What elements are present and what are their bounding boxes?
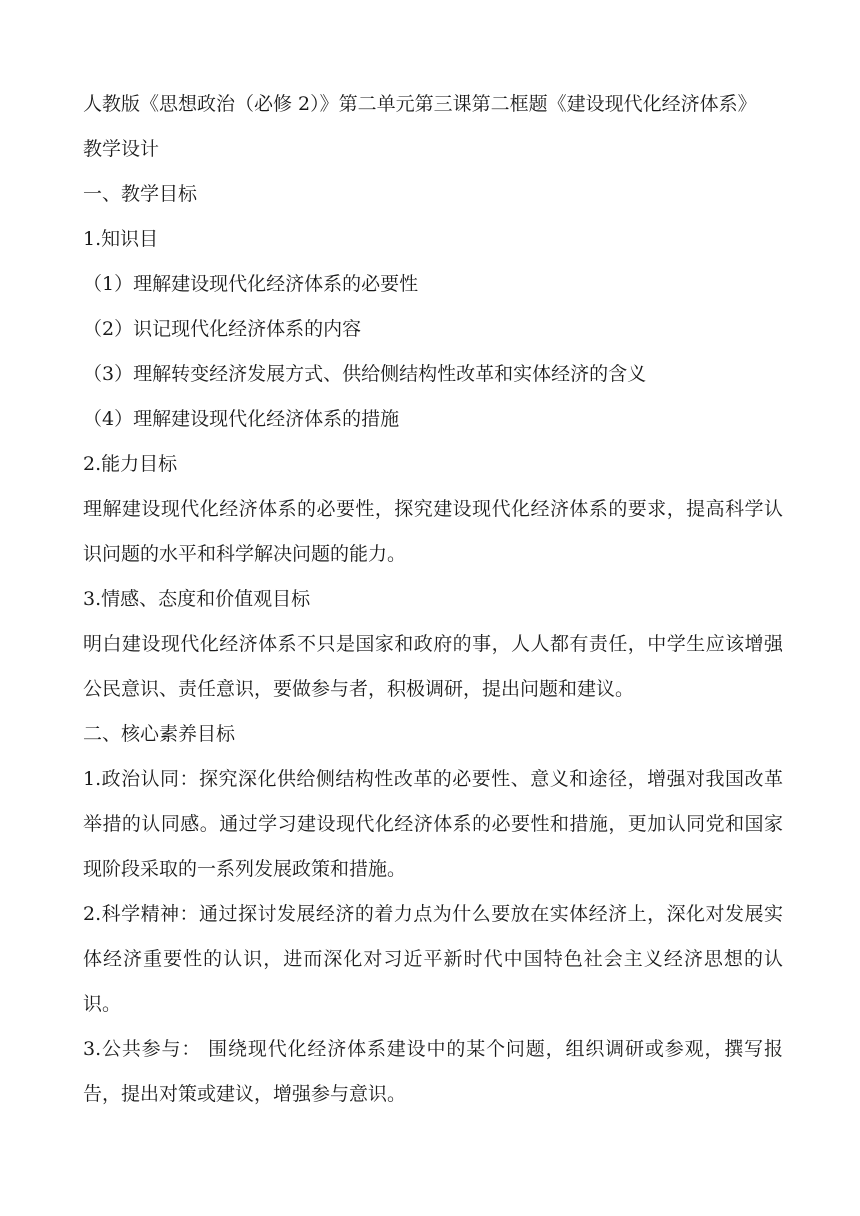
knowledge-goal-item: （4）理解建设现代化经济体系的措施 (83, 408, 400, 430)
knowledge-goal-item: （2）识记现代化经济体系的内容 (83, 318, 362, 340)
knowledge-goal-item: （1）理解建设现代化经济体系的必要性 (83, 273, 419, 295)
document-page (83, 82, 783, 1117)
subheading-ability-goals: 2.能力目标 (83, 453, 178, 475)
knowledge-goal-item: （3）理解转变经济发展方式、供给侧结构性改革和实体经济的含义 (83, 363, 647, 385)
core-literacy-scientific-spirit: 2.科学精神：通过探讨发展经济的着力点为什么要放在实体经济上，深化对发展实体经济重要性的认识，进而深化对习近平新时代中国特色社会主义经济思想的认识。 (83, 903, 783, 1015)
section-heading-teaching-goals: 一、教学目标 (83, 183, 198, 205)
values-goals-paragraph: 明白建设现代化经济体系不只是国家和政府的事，人人都有责任，中学生应该增强公民意识、责任意识，要做参与者，积极调研，提出问题和建议。 (83, 633, 783, 700)
document-title-continued: 教学设计 (83, 138, 160, 160)
subheading-knowledge-goals: 1.知识目 (83, 228, 159, 250)
document-title: 人教版《思想政治（必修 2）》第二单元第三课第二框题《建设现代化经济体系》 (83, 93, 757, 115)
section-heading-core-literacy: 二、核心素养目标 (83, 723, 236, 745)
core-literacy-public-participation: 3.公共参与： 围绕现代化经济体系建设中的某个问题，组织调研或参观，撰写报告，提出对策或建议，增强参与意识。 (83, 1038, 783, 1105)
subheading-values-goals: 3.情感、态度和价值观目标 (83, 588, 311, 610)
core-literacy-political-identity: 1.政治认同：探究深化供给侧结构性改革的必要性、意义和途径，增强对我国改革举措的认同感。通过学习建设现代化经济体系的必要性和措施，更加认同党和国家现阶段采取的一系列发展政策和措施。 (83, 768, 783, 880)
ability-goals-paragraph: 理解建设现代化经济体系的必要性，探究建设现代化经济体系的要求，提高科学认识问题的水平和科学解决问题的能力。 (83, 498, 783, 565)
